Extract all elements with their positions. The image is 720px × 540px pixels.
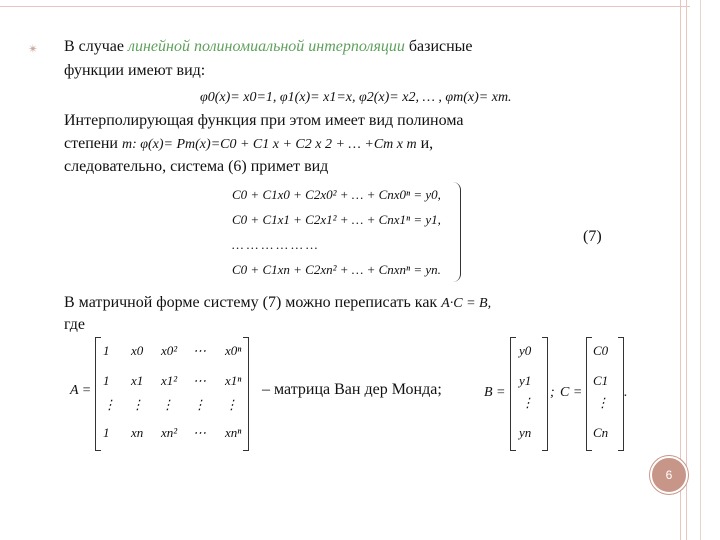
matrix-cell: 1 — [103, 373, 110, 388]
matrix-bracket-left — [586, 337, 592, 451]
matrix-bracket-right — [243, 337, 249, 451]
bullet-icon: ✴ — [28, 42, 39, 56]
text-line-3: Интерполирующая функция при этом имеет вид полинома — [64, 112, 464, 129]
matrix-cell: ⋮ — [521, 395, 534, 410]
matrix-b-label: B = — [484, 385, 506, 400]
equation-number: (7) — [583, 228, 602, 245]
matrix-c-label: C = — [560, 385, 583, 400]
matrix-cell: ⋮ — [596, 395, 609, 410]
matrix-cell: y1 — [519, 373, 532, 388]
matrix-a-label: A = — [70, 383, 92, 398]
text-line-2: функции имеют вид: — [64, 62, 206, 79]
matrix-bracket-left — [95, 337, 101, 451]
matrix-cell: ⋮ — [103, 397, 116, 412]
matrix-cell: C1 — [593, 373, 609, 388]
matrix-cell: xnⁿ — [225, 425, 242, 440]
matrix-cell: ⋮ — [161, 397, 174, 412]
matrix-cell: xn — [131, 425, 144, 440]
matrix-bracket-right — [542, 337, 548, 451]
matrix-cell: ⋮ — [225, 397, 238, 412]
matrix-cell: 1 — [103, 343, 110, 358]
matrix-cell: C0 — [593, 343, 609, 358]
matrix-cell: ⋯ — [193, 373, 206, 388]
system-equation: C0 + C1x0 + C2x0² + … + Cnx0ⁿ = y0, — [232, 187, 441, 202]
matrix-cell: ⋮ — [193, 397, 206, 412]
matrix-cell: x1² — [161, 373, 178, 388]
matrix-cell: x0 — [131, 343, 144, 358]
polynomial-formula: m: φ(x)= Pm(x)=C0 + C1 x + C2 x 2 + … +Cm x m — [121, 137, 417, 152]
matrix-cell: xn² — [161, 425, 178, 440]
matrix-cell: Cn — [593, 425, 609, 440]
text-segment: базисные — [404, 38, 473, 55]
text-segment: и, — [416, 135, 434, 152]
separator: ; — [550, 385, 555, 400]
end-dot: . — [624, 385, 628, 400]
matrix-cell: x1 — [131, 373, 144, 388]
matrix-cell: ⋮ — [131, 397, 144, 412]
matrix-cell: x0² — [161, 343, 178, 358]
text-line-7: где — [64, 316, 86, 333]
text-line-6 — [64, 294, 491, 312]
slide-frame-line — [700, 0, 701, 540]
matrix-cell: ⋯ — [193, 425, 206, 440]
page-number-badge: 6 — [650, 456, 688, 494]
text-segment: В матричной форме систему (7) можно переписать как — [64, 294, 442, 311]
text-line-4 — [64, 135, 433, 153]
basis-formula: φ0(x)= x0=1, φ1(x)= x1=x, φ2(x)= x2, … , φm(x)= xm. — [200, 90, 512, 105]
system-equation: C0 + C1x1 + C2x1² + … + Cnx1ⁿ = y1, — [232, 212, 441, 227]
matrix-cell: 1 — [103, 425, 110, 440]
slide-frame-top — [0, 6, 690, 7]
vandermonde-caption: – матрица Ван дер Монда; — [262, 381, 442, 398]
system-brace — [452, 182, 461, 282]
text-segment: степени — [64, 135, 122, 152]
text-line-1 — [64, 38, 473, 56]
text-line-5: следовательно, система (6) примет вид — [64, 158, 329, 175]
highlighted-term: линейной полиномиальной интерполяции — [128, 38, 405, 55]
matrix-bracket-left — [510, 337, 516, 451]
matrix-cell: x1ⁿ — [225, 373, 242, 388]
matrix-cell: yn — [519, 425, 532, 440]
matrix-cell: x0ⁿ — [225, 343, 242, 358]
matrix-cell: ⋯ — [193, 343, 206, 358]
system-equation: … … … … … … — [232, 237, 318, 252]
equation-system — [232, 182, 441, 282]
slide-frame-line — [686, 0, 687, 540]
text-segment: В случае — [64, 38, 129, 55]
matrix-equation: A·C = B, — [441, 296, 492, 311]
matrix-cell: y0 — [519, 343, 532, 358]
system-equation: C0 + C1xn + C2xn² + … + Cnxnⁿ = yn. — [232, 262, 441, 277]
